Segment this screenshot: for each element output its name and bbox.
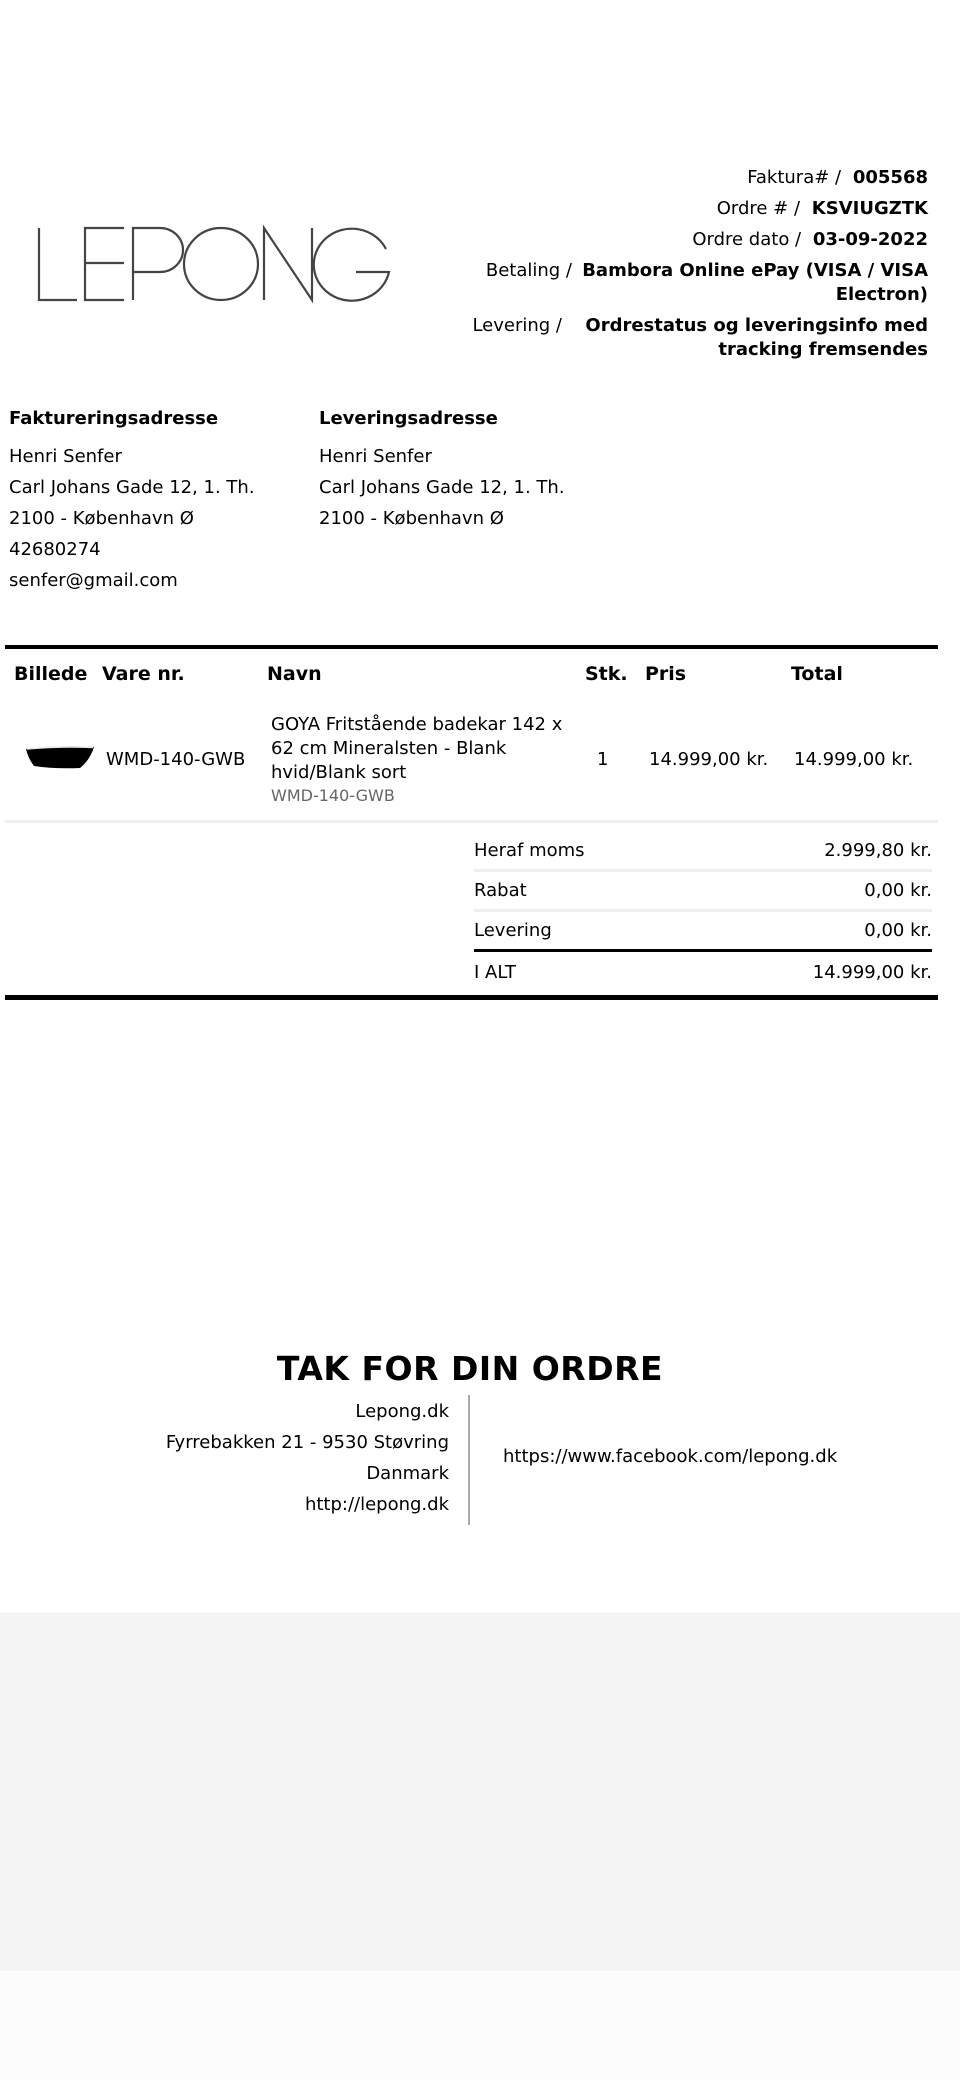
bottom-area <box>0 1971 960 2080</box>
company-name: Lepong.dk <box>355 1401 449 1422</box>
product-name-sku: WMD-140-GWB <box>271 785 395 805</box>
product-image-cell <box>5 744 100 775</box>
totals-row-shipping <box>474 912 932 952</box>
shipping-label: Levering <box>474 920 552 941</box>
shipping-city: 2100 - København Ø <box>319 508 504 529</box>
discount-label: Rabat <box>474 880 527 901</box>
table-bottom-rule <box>5 995 938 1000</box>
payment-value: Bambora Online ePay (VISA / VISA Electron) <box>582 260 928 305</box>
discount-value: 0,00 kr. <box>864 880 932 901</box>
order-date-value: 03-09-2022 <box>812 229 928 250</box>
order-number-value: KSVIUGZTK <box>811 198 928 219</box>
totals-row-grand-total <box>474 952 932 992</box>
order-totals <box>474 832 932 992</box>
product-sku: WMD-140-GWB <box>106 749 246 770</box>
footer-divider <box>468 1395 470 1525</box>
column-header-price: Pris <box>645 663 687 685</box>
company-info <box>166 1396 449 1520</box>
grey-panel <box>0 1613 960 1971</box>
product-qty: 1 <box>597 749 609 770</box>
bathtub-image-icon <box>24 744 96 770</box>
payment-row <box>368 259 928 307</box>
billing-street: Carl Johans Gade 12, 1. Th. <box>9 477 255 498</box>
facebook-link[interactable]: https://www.facebook.com/lepong.dk <box>503 1446 838 1467</box>
table-row <box>5 699 938 823</box>
column-header-image: Billede <box>14 663 88 685</box>
shipping-address <box>319 403 565 534</box>
invoice-number-value: 005568 <box>852 167 928 188</box>
column-header-qty: Stk. <box>585 663 628 685</box>
shipping-street: Carl Johans Gade 12, 1. Th. <box>319 477 565 498</box>
delivery-value: Ordrestatus og leveringsinfo med tracking fremsendes <box>585 315 928 360</box>
product-name-cell <box>265 713 585 807</box>
company-website-link[interactable]: http://lepong.dk <box>304 1494 449 1515</box>
order-number-label: Ordre # / <box>716 198 801 219</box>
lepong-logo <box>36 224 392 304</box>
billing-city: 2100 - København Ø <box>9 508 194 529</box>
billing-email: senfer@gmail.com <box>9 570 178 591</box>
grand-total-label: I ALT <box>474 961 516 983</box>
thank-you-heading: TAK FOR DIN ORDRE <box>276 1349 664 1388</box>
order-items-table <box>5 645 938 823</box>
vat-value: 2.999,80 kr. <box>824 840 932 861</box>
shipping-value: 0,00 kr. <box>864 920 932 941</box>
company-country: Danmark <box>366 1463 449 1484</box>
column-header-total: Total <box>791 663 843 685</box>
shipping-address-title: Leveringsadresse <box>319 408 498 429</box>
column-header-sku: Vare nr. <box>102 663 185 685</box>
delivery-label: Levering / <box>472 315 562 336</box>
invoice-number-label: Faktura# / <box>747 167 842 188</box>
billing-address-title: Faktureringsadresse <box>9 408 219 429</box>
totals-row-vat <box>474 832 932 872</box>
shipping-name: Henri Senfer <box>319 446 432 467</box>
invoice-number-row <box>368 166 928 190</box>
product-total: 14.999,00 kr. <box>794 749 914 770</box>
order-date-label: Ordre dato / <box>692 229 802 250</box>
billing-address <box>9 403 255 596</box>
totals-row-discount <box>474 872 932 912</box>
vat-label: Heraf moms <box>474 840 585 861</box>
grand-total-value: 14.999,00 kr. <box>812 961 932 983</box>
column-header-name: Navn <box>267 663 322 685</box>
order-number-row <box>368 197 928 221</box>
billing-phone: 42680274 <box>9 539 101 560</box>
delivery-row <box>368 314 928 362</box>
product-price: 14.999,00 kr. <box>649 749 769 770</box>
payment-label: Betaling / <box>485 260 572 281</box>
invoice-meta <box>368 166 928 369</box>
billing-name: Henri Senfer <box>9 446 122 467</box>
order-date-row <box>368 228 928 252</box>
company-address: Fyrrebakken 21 - 9530 Støvring <box>165 1432 449 1453</box>
table-header-row <box>5 649 938 699</box>
product-name: GOYA Fritstående badekar 142 x 62 cm Mineralsten - Blank hvid/Blank sort <box>271 713 563 783</box>
